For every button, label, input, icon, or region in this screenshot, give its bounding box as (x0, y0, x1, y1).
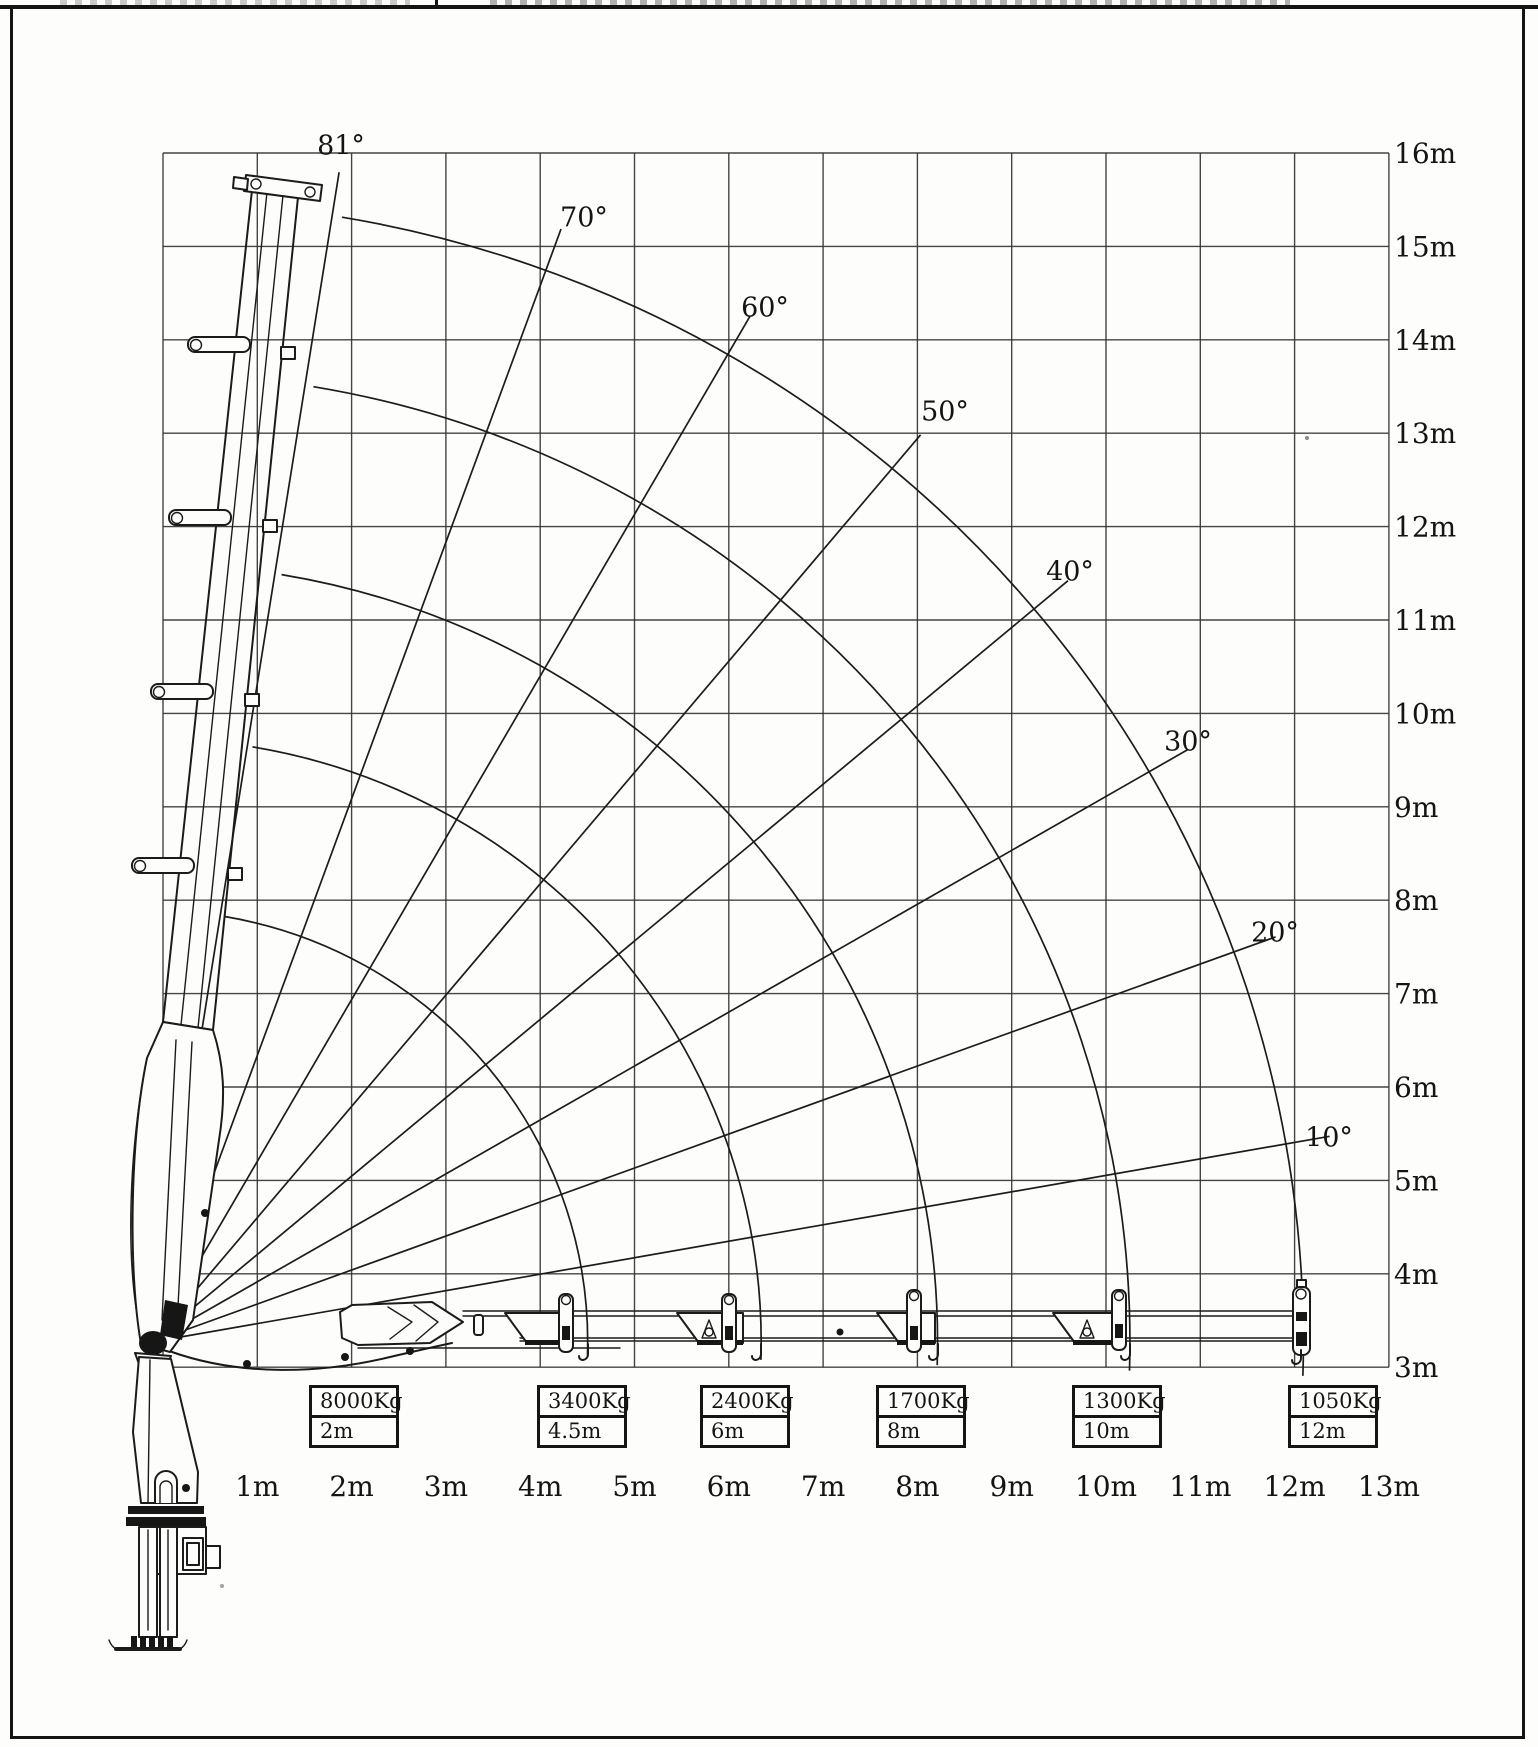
svg-text:9m: 9m (1394, 790, 1439, 824)
capacity-reach: 10m (1083, 1419, 1130, 1443)
capacity-weight: 1700Kg (879, 1388, 963, 1418)
svg-text:50°: 50° (921, 396, 969, 428)
hook-carriage (677, 1294, 761, 1360)
capacity-box (1072, 1385, 1166, 1448)
svg-text:4m: 4m (1394, 1257, 1439, 1291)
hook-carriage (505, 1294, 588, 1360)
horizontal-boom (340, 1280, 1310, 1364)
svg-text:1m: 1m (235, 1470, 280, 1503)
boom-tip-arcs (224, 217, 1304, 1376)
boom-head (340, 1302, 463, 1345)
svg-text:6m: 6m (706, 1470, 751, 1503)
capacity-reach: 2m (320, 1419, 354, 1443)
capacity-weight: 2400Kg (703, 1388, 787, 1418)
boom-angle-lines (152, 172, 1330, 1342)
svg-text:2m: 2m (329, 1470, 374, 1503)
svg-text:10m: 10m (1394, 697, 1457, 731)
capacity-weight: 3400Kg (540, 1388, 624, 1418)
svg-text:16m: 16m (1394, 137, 1457, 170)
svg-text:3m: 3m (1394, 1351, 1439, 1385)
svg-text:13m: 13m (1357, 1470, 1420, 1503)
svg-text:8m: 8m (1394, 884, 1439, 918)
boom-angle-labels (317, 131, 1353, 1154)
svg-text:8m: 8m (895, 1470, 940, 1503)
reach-axis-labels (235, 1470, 1420, 1503)
capacity-weight: 8000Kg (312, 1388, 396, 1418)
svg-text:81°: 81° (317, 130, 365, 162)
svg-text:7m: 7m (800, 1470, 846, 1503)
svg-text:20°: 20° (1251, 917, 1299, 949)
capacity-box (309, 1385, 403, 1448)
svg-text:6m: 6m (1394, 1071, 1439, 1104)
svg-text:13m: 13m (1394, 417, 1457, 451)
capacity-box (1288, 1385, 1382, 1448)
svg-text:4m: 4m (518, 1470, 563, 1503)
boom-end-hook (1292, 1280, 1310, 1364)
svg-text:10m: 10m (1074, 1470, 1138, 1503)
svg-text:70°: 70° (560, 202, 608, 234)
svg-text:15m: 15m (1394, 230, 1457, 264)
svg-text:9m: 9m (989, 1470, 1034, 1503)
svg-text:10°: 10° (1305, 1122, 1353, 1154)
svg-text:40°: 40° (1046, 556, 1094, 588)
capacity-reach: 6m (711, 1419, 745, 1443)
grid (163, 153, 1389, 1367)
capacity-reach: 8m (887, 1419, 921, 1443)
svg-text:11m: 11m (1394, 604, 1457, 637)
svg-text:30°: 30° (1164, 726, 1212, 758)
capacity-weight: 1300Kg (1075, 1388, 1159, 1418)
height-axis-labels (1394, 137, 1456, 1384)
capacity-weight: 1050Kg (1291, 1388, 1375, 1418)
svg-text:14m: 14m (1394, 323, 1457, 357)
svg-text:12m: 12m (1394, 510, 1457, 544)
svg-text:11m: 11m (1169, 1470, 1232, 1503)
lift-eye (155, 1471, 177, 1503)
svg-text:5m: 5m (612, 1470, 657, 1503)
capacity-box (876, 1385, 970, 1448)
capacity-reach: 4.5m (548, 1419, 602, 1443)
svg-text:3m: 3m (423, 1470, 469, 1503)
crane-column-base (109, 1357, 220, 1649)
capacity-box (537, 1385, 631, 1448)
slew-ring (128, 1506, 204, 1514)
hook-carriage (877, 1290, 938, 1360)
scan-speck (1305, 436, 1309, 440)
svg-text:5m: 5m (1394, 1164, 1439, 1198)
capacity-reach: 12m (1299, 1419, 1346, 1443)
svg-text:60°: 60° (741, 292, 789, 324)
hook-carriage (1053, 1290, 1130, 1360)
capacity-box (700, 1385, 794, 1448)
svg-text:12m: 12m (1263, 1470, 1326, 1503)
scan-speck (220, 1584, 224, 1588)
svg-text:7m: 7m (1394, 977, 1439, 1011)
boom-section-collars (132, 337, 295, 880)
